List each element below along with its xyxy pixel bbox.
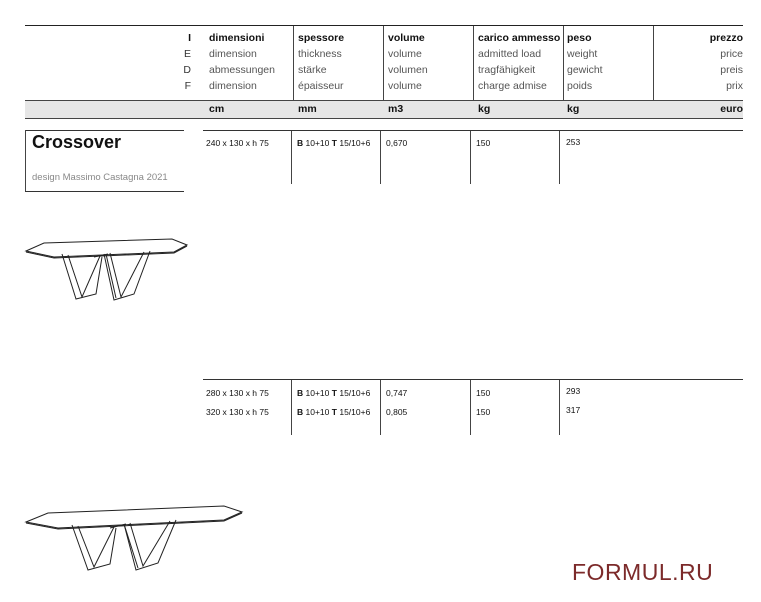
col-dimensions-fr: dimension: [209, 80, 257, 92]
cell-thickness: B 10+10 T 15/10+6: [297, 138, 371, 148]
product-title: Crossover: [32, 132, 122, 152]
watermark: FORMUL.RU: [572, 559, 714, 585]
lang-code-en: E: [183, 48, 191, 60]
cell-thickness: B 10+10 T 15/10+6: [297, 407, 371, 417]
unit-load: kg: [478, 103, 491, 115]
product-box-bottom: [25, 191, 184, 192]
header-top-rule: [25, 25, 743, 26]
col-load-en: admitted load: [478, 48, 542, 60]
col-thickness-de: stärke: [298, 64, 327, 76]
product-designer: design Massimo Castagna 2021: [32, 172, 168, 183]
col-volume-en: volume: [388, 48, 422, 60]
cell-volume: 0,805: [386, 407, 408, 417]
col-dimensions-it: dimensioni: [209, 32, 265, 44]
cell-load: 150: [476, 138, 491, 148]
cell-divider: [291, 131, 292, 184]
cell-dimensions: 280 x 130 x h 75: [206, 388, 269, 398]
unit-dimensions: cm: [209, 103, 225, 115]
col-weight-it: peso: [567, 32, 592, 44]
col-price-en: price: [720, 48, 743, 60]
header-divider: [473, 26, 474, 100]
header-divider: [383, 26, 384, 100]
col-weight-de: gewicht: [567, 64, 603, 76]
col-load-it: carico ammesso: [478, 32, 561, 44]
cell-divider: [380, 131, 381, 184]
unit-price: euro: [720, 103, 743, 115]
col-thickness-fr: épaisseur: [298, 80, 344, 92]
cell-weight: 317: [566, 405, 581, 415]
group2-top-rule: [203, 379, 743, 380]
col-thickness-en: thickness: [298, 48, 342, 60]
col-load-fr: charge admise: [478, 80, 547, 92]
cell-divider: [470, 380, 471, 435]
col-dimensions-en: dimension: [209, 48, 257, 60]
unit-weight: kg: [567, 103, 580, 115]
lang-code-de: D: [183, 64, 191, 76]
col-weight-fr: poids: [567, 80, 593, 92]
cell-dimensions: 240 x 130 x h 75: [206, 138, 269, 148]
cell-divider: [559, 380, 560, 435]
col-price-fr: prix: [726, 80, 743, 92]
product-title-rule: [25, 130, 184, 131]
col-volume-it: volume: [388, 32, 425, 44]
cell-volume: 0,670: [386, 138, 408, 148]
cell-weight: 293: [566, 386, 581, 396]
lang-code-it: I: [188, 32, 191, 44]
col-weight-en: weight: [567, 48, 598, 60]
col-price-de: preis: [720, 64, 743, 76]
header-divider: [563, 26, 564, 100]
cell-load: 150: [476, 407, 491, 417]
cell-load: 150: [476, 388, 491, 398]
cell-volume: 0,747: [386, 388, 408, 398]
group1-top-rule: [203, 130, 743, 131]
units-band: [25, 100, 743, 119]
unit-thickness: mm: [298, 103, 317, 115]
col-load-de: tragfähigkeit: [478, 64, 536, 76]
product-box-left: [25, 130, 26, 192]
header-divider: [293, 26, 294, 100]
cell-divider: [380, 380, 381, 435]
header-divider: [653, 26, 654, 100]
table-drawing-large: [24, 500, 246, 574]
col-thickness-it: spessore: [298, 32, 345, 44]
cell-thickness: B 10+10 T 15/10+6: [297, 388, 371, 398]
col-volume-fr: volume: [388, 80, 422, 92]
col-dimensions-de: abmessungen: [209, 64, 275, 76]
col-price-it: prezzo: [709, 32, 743, 44]
unit-volume: m3: [388, 103, 404, 115]
cell-dimensions: 320 x 130 x h 75: [206, 407, 269, 417]
lang-code-fr: F: [184, 80, 191, 92]
table-drawing-small: [24, 234, 192, 306]
cell-divider: [559, 131, 560, 184]
cell-divider: [470, 131, 471, 184]
cell-divider: [291, 380, 292, 435]
col-volume-de: volumen: [388, 64, 428, 76]
cell-weight: 253: [566, 137, 581, 147]
